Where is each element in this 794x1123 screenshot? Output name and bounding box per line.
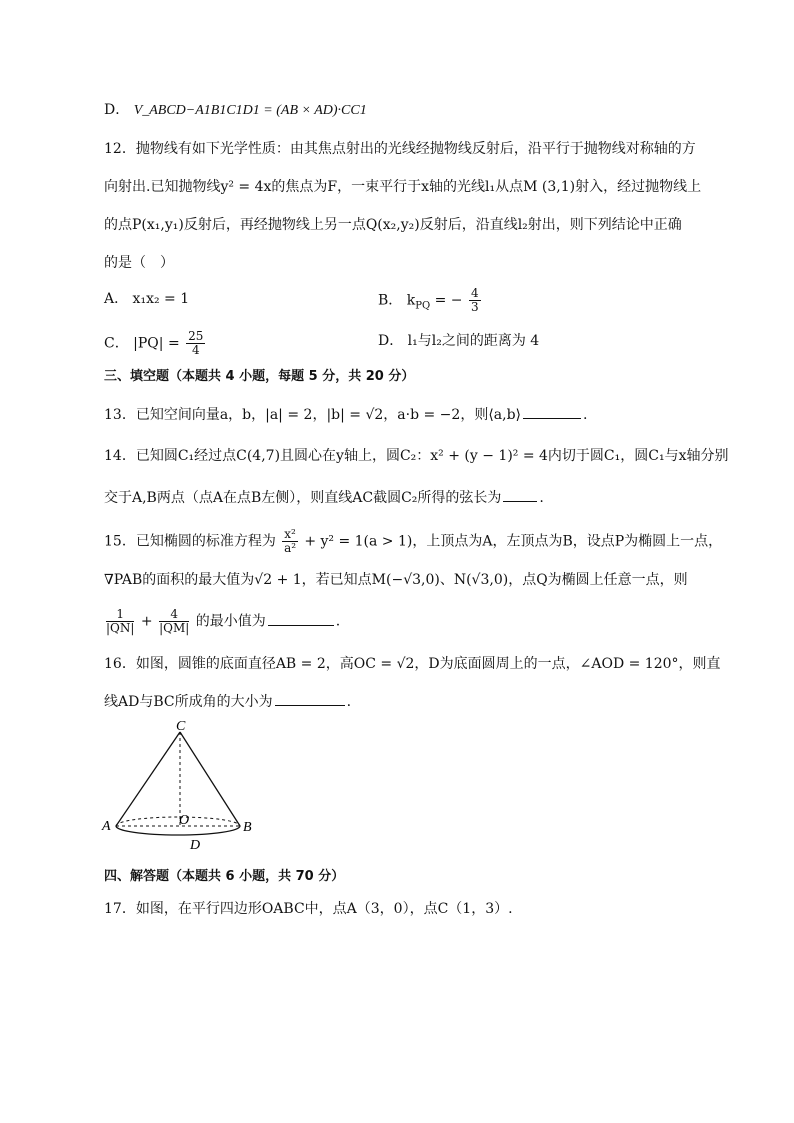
q12-line-2: 向射出.已知抛物线y² = 4x的焦点为F，一束平行于x轴的光线l₁从点M (3,1)射入，经过抛物线上 xyxy=(104,179,702,195)
q12-option-b-fraction xyxy=(469,287,481,314)
q17: 17．如图，在平行四边形OABC中，点A（3，0），点C（1，3）. xyxy=(104,901,513,917)
label-C: C xyxy=(176,720,186,734)
cone-base-back xyxy=(116,817,240,826)
q16-line-1: 16．如图，圆锥的底面直径AB = 2，高OC = √2，D为底面圆周上的一点，∠AOD = 120°，则直 xyxy=(104,656,721,672)
cone-edge-CB xyxy=(180,732,240,826)
fraction-numerator: x² xyxy=(284,527,296,541)
q15-answer-blank xyxy=(268,611,334,626)
q13-text: 13．已知空间向量a，b，|a| = 2，|b| = √2，a·b = −2，则⟨a,b⟩ xyxy=(104,407,522,423)
cone-edge-CA xyxy=(116,732,180,826)
fraction-denominator: |QN| xyxy=(106,621,135,635)
fraction-numerator: 4 xyxy=(471,286,479,300)
q11-option-d-formula: V_ABCD−A1B1C1D1 = (AB × AD)·CC1 xyxy=(133,103,367,118)
fraction-numerator: 25 xyxy=(188,329,204,343)
q12-option-b-eq: = − xyxy=(430,292,463,309)
q14-line-1: 14．已知圆C₁经过点C(4,7)且圆心在y轴上，圆C₂：x² + (y − 1)² = 4内切于圆C₁，圆C₁与x轴分别 xyxy=(104,448,729,464)
q12-line-3: 的点P(x₁,y₁)反射后，再经抛物线上另一点Q(x₂,y₂)反射后，沿直线l₂射出，则下列结论中正确 xyxy=(104,217,682,233)
q15-fraction xyxy=(282,528,298,555)
label-A: A xyxy=(102,819,111,834)
section-3-heading: 三、填空题（本题共 4 小题，每题 5 分，共 20 分） xyxy=(104,369,415,384)
label-D: D xyxy=(190,838,201,853)
q15-line-3: $\frac{1}{|QN|}$ + $\frac{4}{|QM|}$ 的最小值为 . xyxy=(106,607,341,635)
q12-option-b xyxy=(378,287,483,316)
q16-line-2-text: 线AD与BC所成角的大小为 xyxy=(104,694,273,710)
label-O: O xyxy=(179,813,190,828)
q12-option-c xyxy=(104,330,207,357)
fraction-denominator: a² xyxy=(284,541,297,555)
cone-base-front xyxy=(116,826,240,835)
q12-option-b-subscript: PQ xyxy=(415,300,431,312)
q11-option-d-label: D． xyxy=(104,102,130,118)
q12-option-c-label: C． |PQ| = xyxy=(104,335,180,352)
cone-lines xyxy=(116,732,240,835)
q15-line-2: ∇PAB的面积的最大值为√2 + 1，若已知点M(−√3,0)、N(√3,0)，点Q为椭圆上任意一点，则 xyxy=(104,572,688,588)
q12-option-d: D． l₁与l₂之间的距离为 4 xyxy=(378,333,540,349)
q15-fraction-1 xyxy=(106,608,134,635)
cone-diagram xyxy=(100,720,270,860)
q15-line-1-text-b: + y² = 1(a > 1)，上顶点为A，左顶点为B，设点P为椭圆上一点， xyxy=(304,533,723,550)
label-B: B xyxy=(243,820,252,835)
q15-plus-sign: + xyxy=(140,613,153,630)
fraction-denominator: |QM| xyxy=(159,621,190,635)
q15-fraction-2 xyxy=(159,608,189,635)
q15-line-1-text-a: 15．已知椭圆的标准方程为 xyxy=(104,533,276,550)
q14-line-2-text: 交于A,B两点（点A在点B左侧），则直线AC截圆C₂所得的弦长为 xyxy=(104,490,502,506)
q12-line-4: 的是（ ） xyxy=(104,255,174,271)
q12-line-1: 12．抛物线有如下光学性质：由其焦点射出的光线经抛物线反射后，沿平行于抛物线对称轴的方 xyxy=(104,141,696,157)
q16-line-2: 线AD与BC所成角的大小为 . xyxy=(104,691,351,712)
q12-option-b-label: B． k xyxy=(378,292,416,309)
fraction-numerator: 4 xyxy=(159,608,189,622)
q14-line-2: 交于A,B两点（点A在点B左侧），则直线AC截圆C₂所得的弦长为 . xyxy=(104,487,544,508)
q15-line-3-text: 的最小值为 xyxy=(195,613,266,630)
fraction-denominator: 4 xyxy=(191,343,200,357)
fraction-numerator: 1 xyxy=(106,608,134,622)
q12-option-a: A． x₁x₂ = 1 xyxy=(104,291,190,307)
q12-option-c-fraction xyxy=(186,330,205,357)
q14-answer-blank xyxy=(503,487,537,502)
q13: 13．已知空间向量a，b，|a| = 2，|b| = √2，a·b = −2，则⟨a,b⟩ . xyxy=(104,404,587,425)
q15-line-1 xyxy=(104,528,722,555)
q13-answer-blank xyxy=(523,404,581,419)
section-4-heading: 四、解答题（本题共 6 小题，共 70 分） xyxy=(104,869,345,884)
fraction-denominator: 3 xyxy=(471,300,479,314)
q16-answer-blank xyxy=(275,691,345,706)
q11-option-d xyxy=(104,100,367,121)
